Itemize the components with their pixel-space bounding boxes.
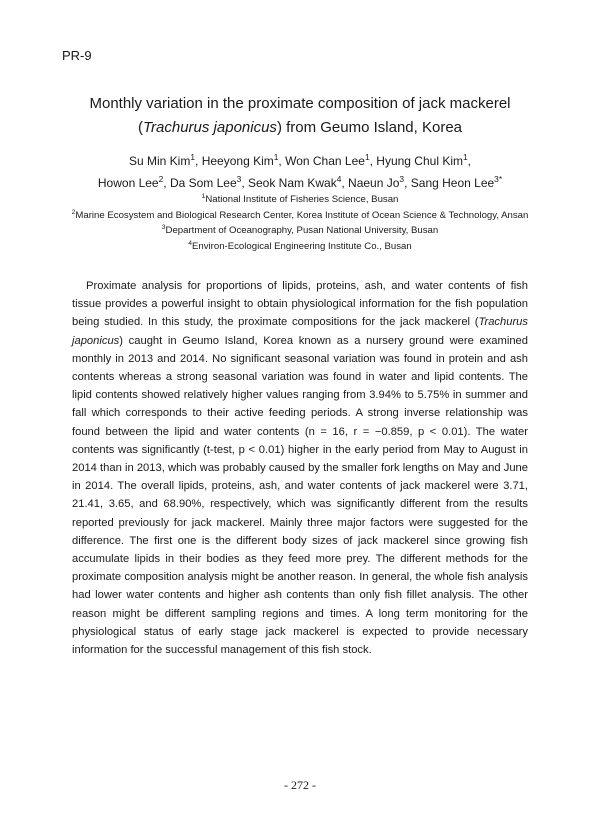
author: Hyung Chul Kim$^1$	[376, 152, 468, 168]
author: Sang Heon Lee$^{3*}$	[410, 174, 503, 190]
author-list: Su Min Kim$^1$, Heeyong Kim$^1$, Won Chan Lee$^1$, Hyung Chul Kim$^1$, Howon Lee$^2$, Da Som Lee$^3$, Seok Nam Kwak$^4$, Naeun Jo$^3$, Sang Heon Lee$^{3*}$	[97, 152, 503, 190]
author: Heeyong Kim$^1$	[201, 152, 279, 168]
abstract-paragraph: Proximate analysis for proportions of lipids, proteins, ash, and water contents of fish tissue provides a powerful insight to obtain physiological information for the fish population being studied. In this study, the proximate compositions for the jack mackerel (Trachurus japonicus) caught in Geumo Island, Korea known as a nursery ground were examined monthly in 2013 and 2014. No significant seasonal variation was found in protein and ash contents whereas a strong seasonal variation was found in water and lipid contents. The lipid contents showed relatively higher values ranging from 3.94% to 5.75% in summer and fall which corresponds to their active feeding periods. A strong inverse relationship was found between the lipid and water contents (n = 16, r = −0.859, p < 0.01). The water contents was significantly (t-test, p < 0.01) higher in the early period from May to August in 2014 than in 2013, which was probably caused by the smaller fork lengths on May and June in 2014. The overall lipids, proteins, ash, and water contents of jack mackerel were 3.71, 21.41, 3.65, and 68.90%, respectively, which was significantly different from the results reported previously for jack mackerel. Mainly three major factors were suggested for the difference. The first one is the different body sizes of jack mackerel since growing fish accumulate lipids in their bodies as they feed more prey. The different methods for the proximate composition analysis might be another reason. In general, the whole fish analysis had lower water contents and higher ash contents than only fish fillet analysis. The other reason might be different sampling regions and times. A long term monitoring for the physiological status of early stage jack mackerel is expected to provide necessary information for the successful management of this fish stock.	[72, 280, 528, 657]
paper-code: PR-9	[62, 48, 92, 63]
affiliation: $^1$National Institute of Fisheries Science, Busan	[201, 192, 399, 205]
affiliation: $^2$Marine Ecosystem and Biological Research Center, Korea Institute of Ocean Science & Technology, Ansan	[71, 208, 529, 221]
affiliation: $^3$Department of Oceanography, Pusan National University, Busan	[161, 223, 439, 236]
author: Da Som Lee$^3$	[169, 174, 242, 190]
paper-title	[70, 92, 530, 140]
author: Howon Lee$^2$	[97, 174, 164, 190]
author: Su Min Kim$^1$	[129, 152, 196, 168]
affiliation: $^4$Environ-Ecological Engineering Institute Co., Busan	[188, 239, 412, 252]
title-part-1: Monthly variation in the proximate composition of jack mackerel (	[89, 95, 511, 136]
author: Won Chan Lee$^1$	[285, 152, 370, 168]
abstract-species: Trachurus japonicus	[72, 316, 528, 347]
affiliation-list	[40, 192, 560, 254]
title-species: Trachurus japonicus	[142, 119, 277, 136]
author: Naeun Jo$^3$	[348, 174, 405, 190]
title-part-2: ) from Geumo Island, Korea	[276, 119, 463, 136]
author: Seok Nam Kwak$^4$	[248, 174, 342, 190]
page-number: - 272 -	[284, 778, 316, 792]
